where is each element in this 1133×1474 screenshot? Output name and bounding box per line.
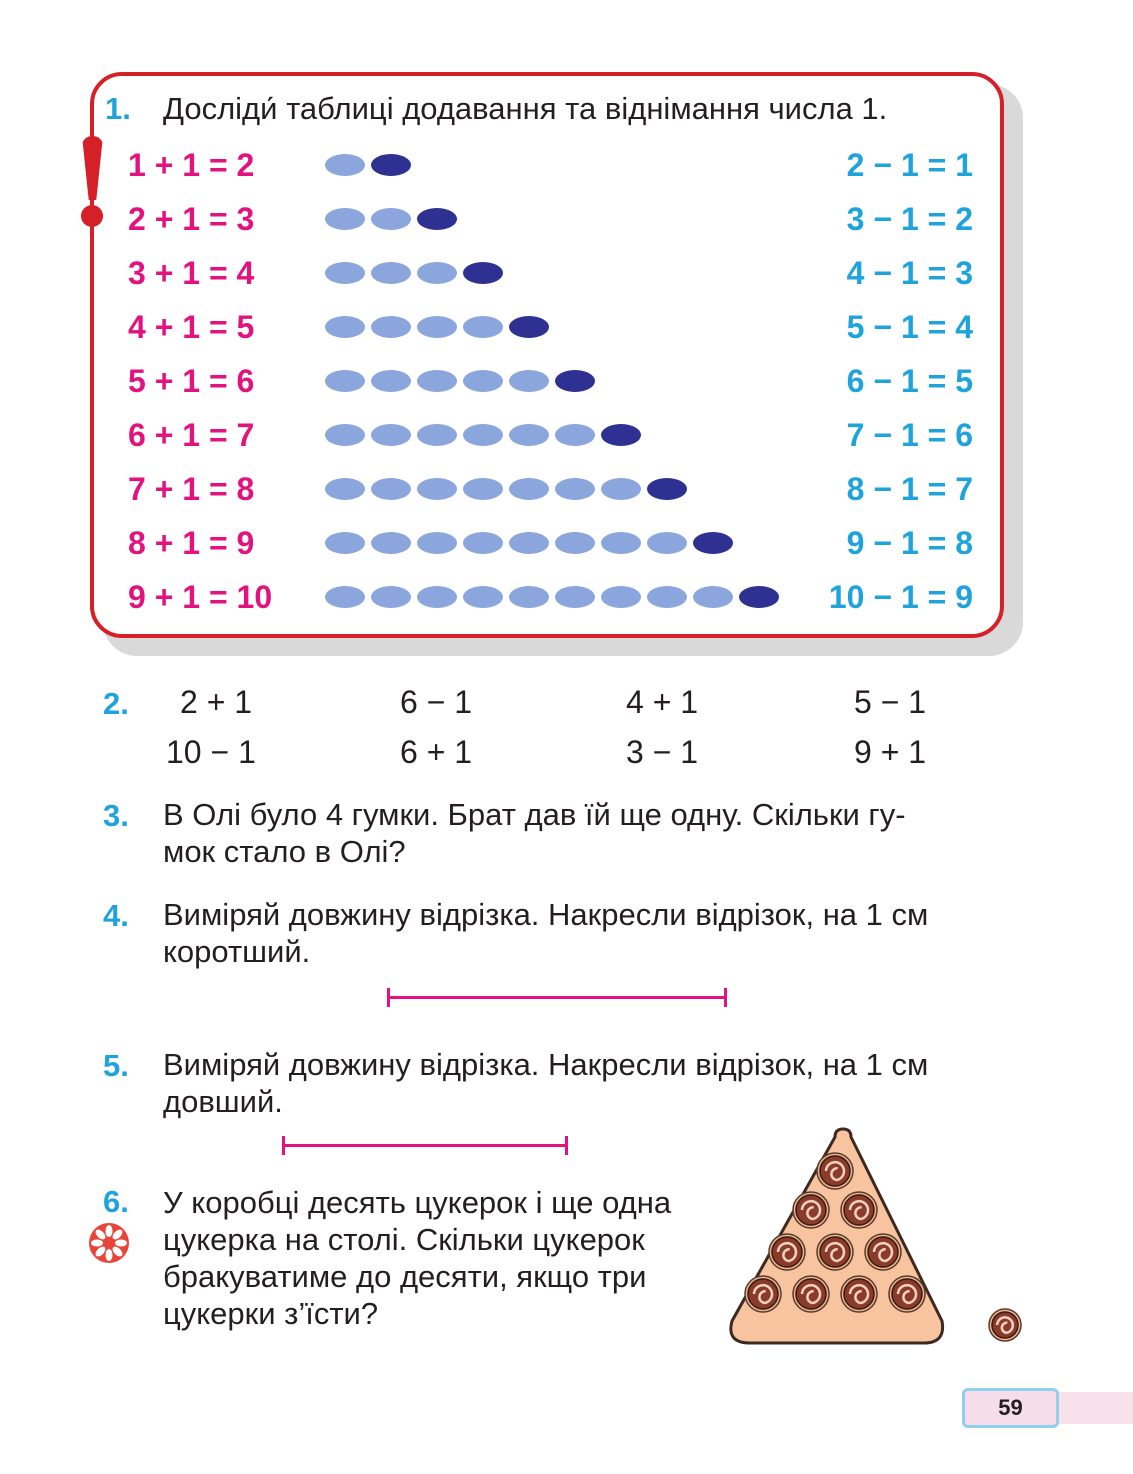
segment-exercise4 bbox=[387, 996, 727, 999]
dot bbox=[417, 532, 457, 554]
dot bbox=[371, 532, 411, 554]
exercise6-line4: цукерки з’їсти? bbox=[163, 1296, 379, 1331]
subtraction-equation: 3 − 1 = 2 bbox=[846, 201, 973, 237]
dot bbox=[509, 370, 549, 392]
subtraction-equation: 2 − 1 = 1 bbox=[846, 147, 973, 183]
dot bbox=[555, 478, 595, 500]
candy-on-table bbox=[989, 1309, 1021, 1341]
dot bbox=[693, 586, 733, 608]
addition-equation: 7 + 1 = 8 bbox=[128, 471, 255, 507]
addition-equation: 9 + 1 = 10 bbox=[128, 579, 273, 615]
addition-equation: 5 + 1 = 6 bbox=[128, 363, 255, 399]
candy-in-box bbox=[865, 1234, 901, 1270]
dot-row bbox=[325, 154, 411, 176]
candy-in-box bbox=[841, 1276, 877, 1312]
dot bbox=[417, 424, 457, 446]
dot-row bbox=[325, 586, 779, 608]
dot bbox=[647, 532, 687, 554]
addition-equation: 4 + 1 = 5 bbox=[128, 309, 255, 345]
dot-row bbox=[325, 208, 457, 230]
exercise2-item: 10 − 1 bbox=[166, 734, 256, 770]
subtraction-equation: 9 − 1 = 8 bbox=[846, 525, 973, 561]
dot bbox=[325, 208, 365, 230]
dot-row bbox=[325, 262, 503, 284]
exercise2-item: 6 − 1 bbox=[400, 684, 473, 720]
exercise6-line2: цукерка на столі. Скільки цукерок bbox=[163, 1222, 645, 1257]
dot bbox=[555, 586, 595, 608]
dot bbox=[371, 424, 411, 446]
page-strip bbox=[1055, 1392, 1133, 1424]
added-dot bbox=[693, 532, 733, 554]
dot-row bbox=[325, 370, 595, 392]
dot bbox=[325, 532, 365, 554]
dot bbox=[325, 586, 365, 608]
dot bbox=[325, 478, 365, 500]
dot bbox=[601, 532, 641, 554]
dot-row bbox=[325, 316, 549, 338]
dot bbox=[371, 586, 411, 608]
dot-row bbox=[325, 532, 733, 554]
exercise2-number: 2. bbox=[103, 686, 129, 721]
exercise3-line1: В Олі було 4 гумки. Брат дав їй ще одну. Скільки гу- bbox=[163, 797, 906, 832]
exercise2-item: 9 + 1 bbox=[854, 734, 927, 770]
dot bbox=[325, 154, 365, 176]
added-dot bbox=[555, 370, 595, 392]
added-dot bbox=[509, 316, 549, 338]
addition-equation: 6 + 1 = 7 bbox=[128, 417, 255, 453]
segment-exercise5 bbox=[282, 1144, 568, 1147]
dot bbox=[555, 532, 595, 554]
candy-in-box bbox=[769, 1234, 805, 1270]
dot bbox=[325, 316, 365, 338]
dot bbox=[371, 370, 411, 392]
dot-row bbox=[325, 424, 641, 446]
dot bbox=[417, 370, 457, 392]
exercise2-item: 3 − 1 bbox=[626, 734, 699, 770]
dot bbox=[417, 586, 457, 608]
added-dot bbox=[371, 154, 411, 176]
exercise1-text: Досліди́ таблиці додавання та віднімання числа 1. bbox=[163, 91, 888, 126]
exercise4-line1: Виміряй довжину відрізка. Накресли відрізок, на 1 см bbox=[163, 897, 929, 932]
exercise4-number: 4. bbox=[103, 898, 129, 933]
dot bbox=[463, 478, 503, 500]
dot bbox=[555, 424, 595, 446]
dot bbox=[371, 208, 411, 230]
segment-end-tick bbox=[387, 988, 390, 1007]
candy-in-box bbox=[841, 1192, 877, 1228]
segment-end-tick bbox=[282, 1136, 285, 1155]
exercise3-line2: мок стало в Олі? bbox=[163, 834, 406, 869]
exercise5-number: 5. bbox=[103, 1048, 129, 1083]
added-dot bbox=[463, 262, 503, 284]
dot bbox=[417, 316, 457, 338]
dot bbox=[463, 586, 503, 608]
candy-in-box bbox=[745, 1276, 781, 1312]
added-dot bbox=[739, 586, 779, 608]
addition-equation: 1 + 1 = 2 bbox=[128, 147, 255, 183]
added-dot bbox=[601, 424, 641, 446]
dot bbox=[463, 424, 503, 446]
dot bbox=[509, 478, 549, 500]
exercise6-number: 6. bbox=[103, 1184, 129, 1219]
exercise3-number: 3. bbox=[103, 798, 129, 833]
candy-in-box bbox=[793, 1276, 829, 1312]
dot bbox=[509, 586, 549, 608]
dot bbox=[463, 316, 503, 338]
added-dot bbox=[417, 208, 457, 230]
subtraction-equation: 6 − 1 = 5 bbox=[846, 363, 973, 399]
candy-in-box bbox=[889, 1276, 925, 1312]
dot bbox=[371, 316, 411, 338]
subtraction-equation: 5 − 1 = 4 bbox=[846, 309, 973, 345]
dot bbox=[463, 370, 503, 392]
dot bbox=[509, 424, 549, 446]
exercise6-line1: У коробці десять цукерок і ще одна bbox=[163, 1185, 672, 1220]
dot bbox=[371, 478, 411, 500]
dot bbox=[325, 424, 365, 446]
dot bbox=[509, 532, 549, 554]
dot bbox=[647, 586, 687, 608]
dot bbox=[601, 478, 641, 500]
exercise6-line3: бракуватиме до десяти, якщо три bbox=[163, 1259, 647, 1294]
exercise2-item: 6 + 1 bbox=[400, 734, 473, 770]
exercise2-item: 4 + 1 bbox=[626, 684, 699, 720]
segment-end-tick bbox=[565, 1136, 568, 1155]
exercise5-line2: довший. bbox=[163, 1084, 283, 1119]
subtraction-equation: 7 − 1 = 6 bbox=[846, 417, 973, 453]
dot bbox=[371, 262, 411, 284]
subtraction-equation: 4 − 1 = 3 bbox=[846, 255, 973, 291]
addition-equation: 2 + 1 = 3 bbox=[128, 201, 255, 237]
flower-icon bbox=[88, 1222, 130, 1264]
segment-end-tick bbox=[724, 988, 727, 1007]
subtraction-equation: 8 − 1 = 7 bbox=[846, 471, 973, 507]
page-number: 59 bbox=[962, 1388, 1059, 1428]
dot bbox=[463, 532, 503, 554]
exercise1-number: 1. bbox=[105, 91, 131, 126]
candy-in-box bbox=[793, 1192, 829, 1228]
subtraction-equation: 10 − 1 = 9 bbox=[828, 579, 973, 615]
dot-row bbox=[325, 478, 687, 500]
exercise2-item: 2 + 1 bbox=[180, 684, 253, 720]
dot bbox=[325, 370, 365, 392]
exercise5-line1: Виміряй довжину відрізка. Накресли відрізок, на 1 см bbox=[163, 1047, 929, 1082]
dot bbox=[417, 262, 457, 284]
exercise2-item: 5 − 1 bbox=[854, 684, 927, 720]
exclamation-dot-icon bbox=[81, 205, 103, 227]
dot bbox=[325, 262, 365, 284]
dot bbox=[601, 586, 641, 608]
addition-equation: 8 + 1 = 9 bbox=[128, 525, 255, 561]
candy-in-box bbox=[817, 1234, 853, 1270]
addition-equation: 3 + 1 = 4 bbox=[128, 255, 255, 291]
candy-in-box bbox=[817, 1153, 853, 1189]
candy-illustration bbox=[720, 1125, 1030, 1355]
exercise4-line2: коротший. bbox=[163, 934, 311, 969]
dot bbox=[417, 478, 457, 500]
added-dot bbox=[647, 478, 687, 500]
